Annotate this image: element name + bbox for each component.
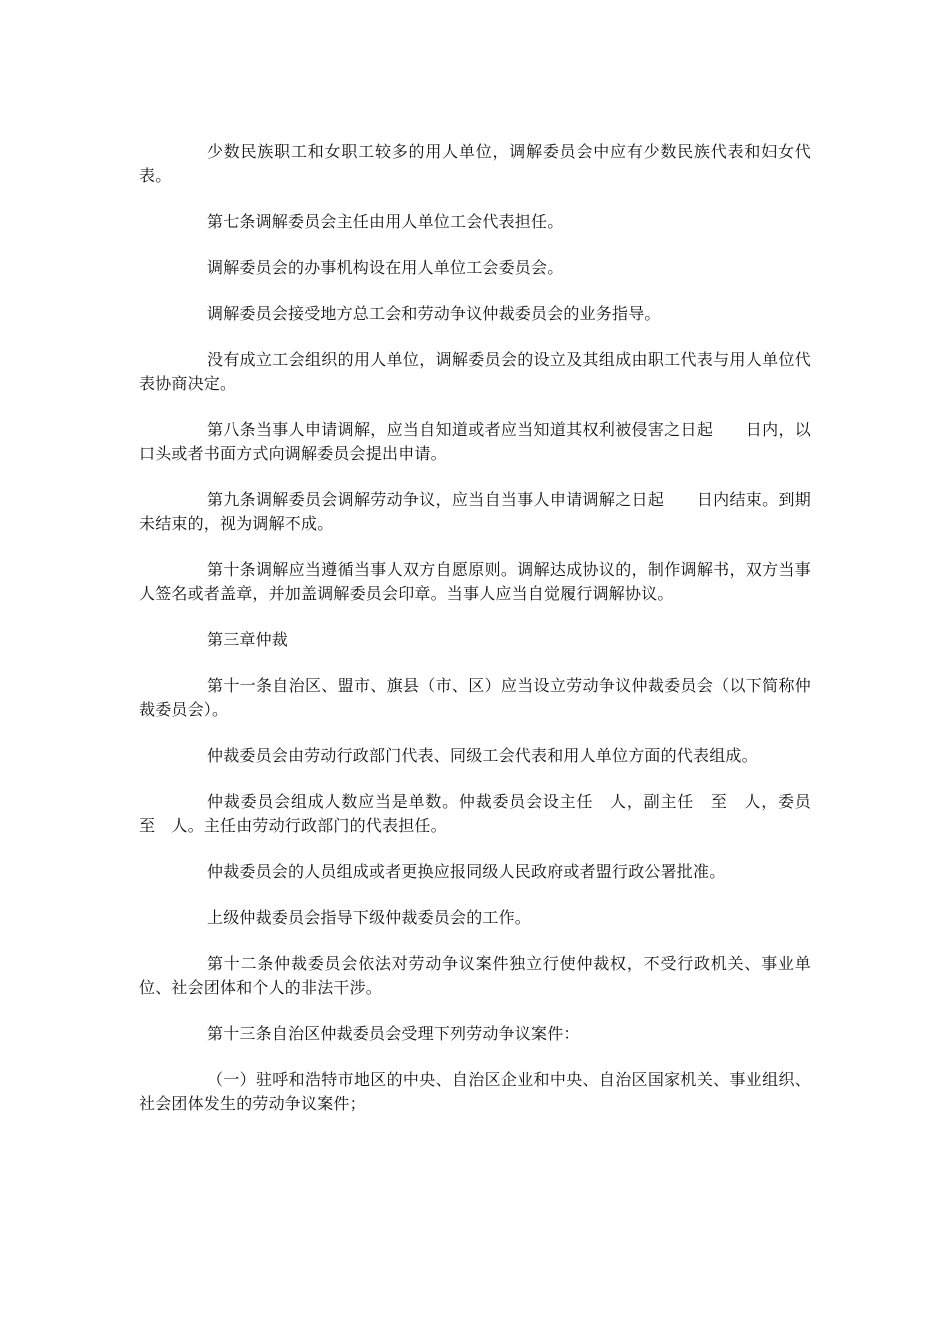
article-7: 第七条调解委员会主任由用人单位工会代表担任。 xyxy=(207,212,564,231)
paragraph: 仲裁委员会组成人数应当是单数。仲裁委员会设主任 人，副主任 至 人，委员 至 人。主任由劳动行政部门的代表担任。 xyxy=(139,792,828,835)
paragraph: 上级仲裁委员会指导下级仲裁委员会的工作。 xyxy=(207,908,532,927)
article-9: 第九条调解委员会调解劳动争议，应当自当事人申请调解之日起 日内结束。到期未结束的，视为调解不成。 xyxy=(139,490,811,533)
chapter-heading: 第三章仲裁 xyxy=(207,630,289,649)
article-10: 第十条调解应当遵循当事人双方自愿原则。调解达成协议的，制作调解书，双方当事人签名或者盖章，并加盖调解委员会印章。当事人应当自觉履行调解协议。 xyxy=(139,560,811,603)
paragraph: 调解委员会接受地方总工会和劳动争议仲裁委员会的业务指导。 xyxy=(207,304,661,323)
paragraph: 没有成立工会组织的用人单位，调解委员会的设立及其组成由职工代表与用人单位代表协商决定。 xyxy=(139,350,811,393)
list-item: （一）驻呼和浩特市地区的中央、自治区企业和中央、自治区国家机关、事业组织、社会团体发生的劳动争议案件； xyxy=(139,1070,811,1113)
article-8: 第八条当事人申请调解，应当自知道或者应当知道其权利被侵害之日起 日内，以口头或者书面方式向调解委员会提出申请。 xyxy=(139,420,811,463)
article-11: 第十一条自治区、盟市、旗县（市、区）应当设立劳动争议仲裁委员会（以下简称仲裁委员会）。 xyxy=(139,676,811,719)
paragraph: 调解委员会的办事机构设在用人单位工会委员会。 xyxy=(207,258,564,277)
article-12: 第十二条仲裁委员会依法对劳动争议案件独立行使仲裁权，不受行政机关、事业单位、社会团体和个人的非法干涉。 xyxy=(139,954,811,997)
paragraph: 仲裁委员会的人员组成或者更换应报同级人民政府或者盟行政公署批准。 xyxy=(207,862,726,881)
paragraph: 少数民族职工和女职工较多的用人单位，调解委员会中应有少数民族代表和妇女代表。 xyxy=(139,142,811,185)
paragraph: 仲裁委员会由劳动行政部门代表、同级工会代表和用人单位方面的代表组成。 xyxy=(207,746,758,765)
document-body xyxy=(139,140,828,1138)
article-13: 第十三条自治区仲裁委员会受理下列劳动争议案件： xyxy=(207,1024,580,1043)
